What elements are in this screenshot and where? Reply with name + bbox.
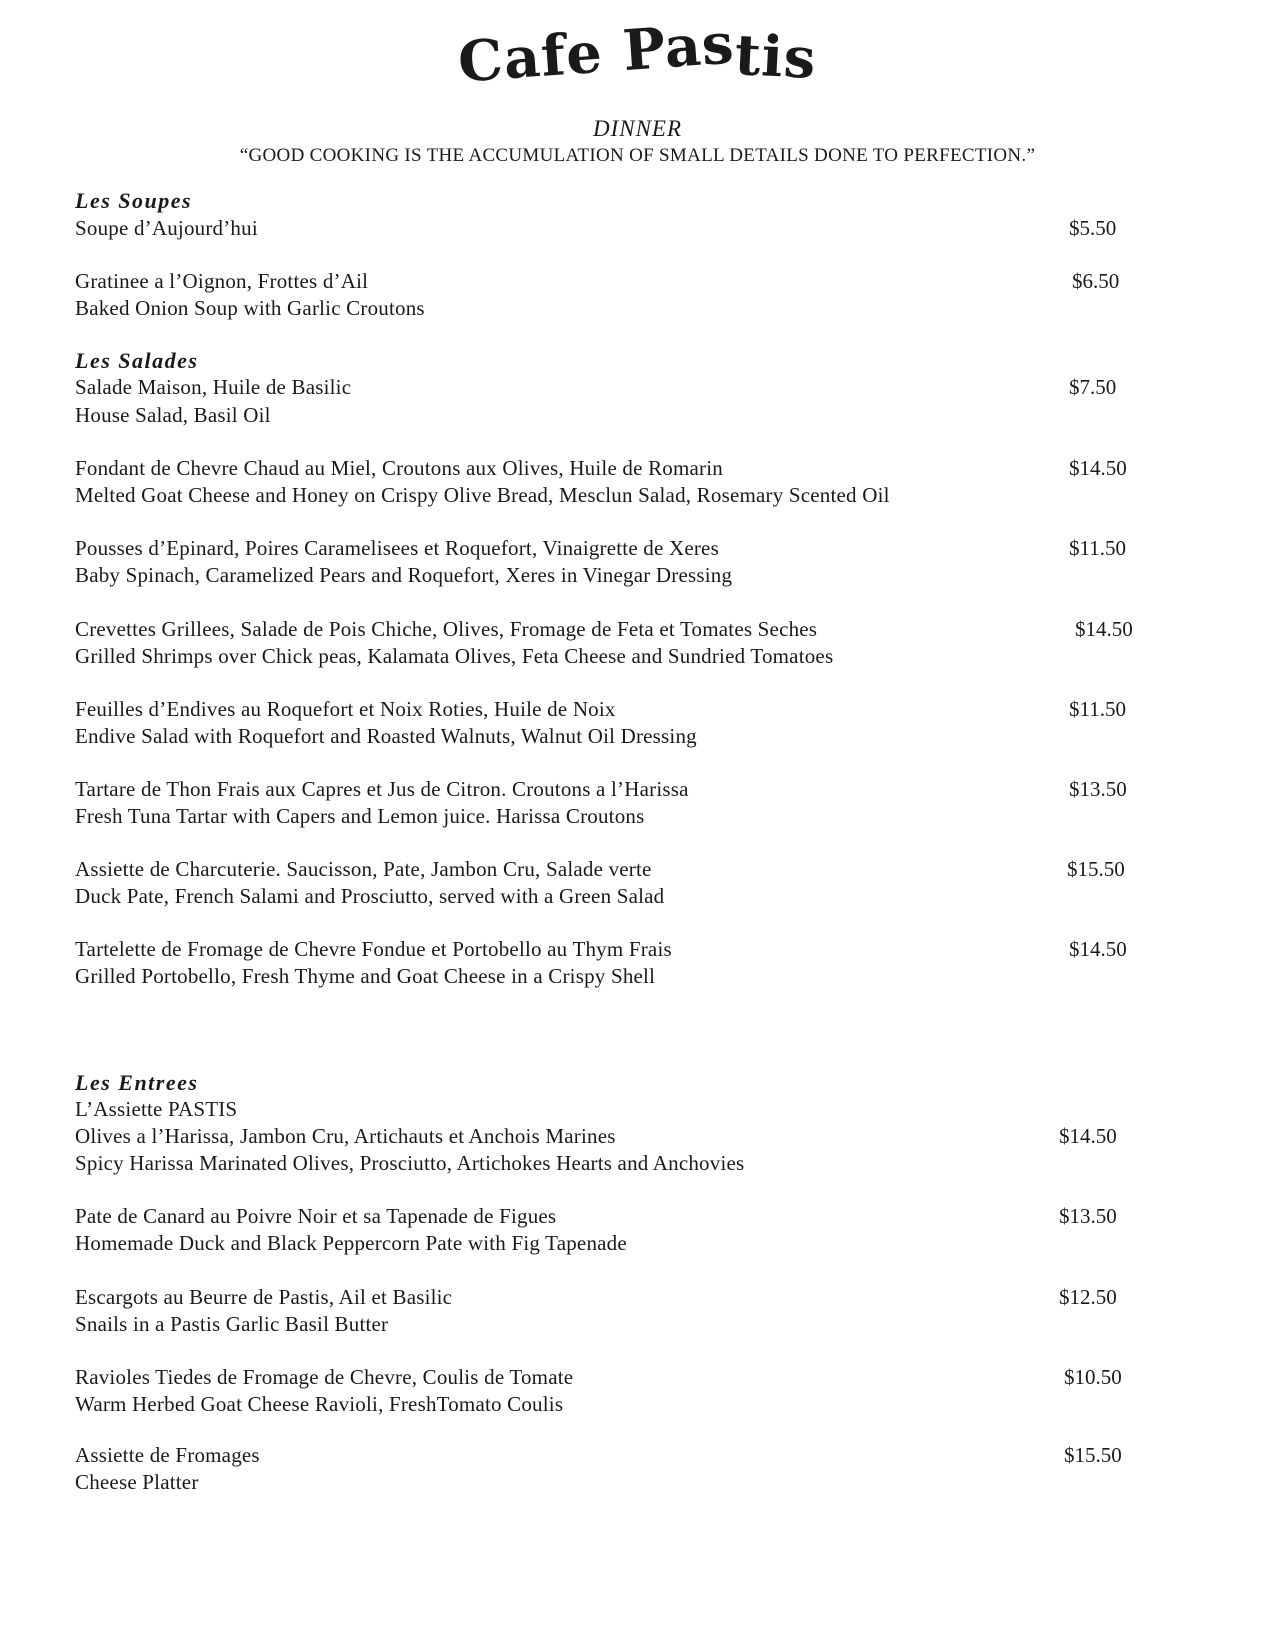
item-french-name: Olives a l’Harissa, Jambon Cru, Artichauts et Anchois Marines <box>75 1124 616 1148</box>
title-part-2: tis <box>733 21 819 93</box>
item-price: $7.50 <box>1069 375 1117 399</box>
item-price: $15.50 <box>1064 1443 1122 1467</box>
item-english-description: Melted Goat Cheese and Honey on Crispy Olive Bread, Mesclun Salad, Rosemary Scented Oil <box>75 483 890 507</box>
item-price: $14.50 <box>1069 937 1127 961</box>
item-price: $10.50 <box>1064 1365 1122 1389</box>
item-price: $11.50 <box>1069 536 1126 560</box>
item-french-name: Tartare de Thon Frais aux Capres et Jus de Citron. Croutons a l’Harissa <box>75 777 689 801</box>
item-english-description: Fresh Tuna Tartar with Capers and Lemon juice. Harissa Croutons <box>75 804 645 828</box>
section-heading-entrees: Les Entrees <box>75 1070 199 1095</box>
item-french-name: Feuilles d’Endives au Roquefort et Noix Roties, Huile de Noix <box>75 697 616 721</box>
item-price: $13.50 <box>1069 777 1127 801</box>
item-french-name: Escargots au Beurre de Pastis, Ail et Basilic <box>75 1285 453 1309</box>
item-price: $14.50 <box>1059 1124 1117 1148</box>
item-english-description: Duck Pate, French Salami and Prosciutto, served with a Green Salad <box>75 884 665 908</box>
item-english-description: Cheese Platter <box>75 1470 199 1494</box>
item-english-description: Snails in a Pastis Garlic Basil Butter <box>75 1312 389 1336</box>
item-french-name: Tartelette de Fromage de Chevre Fondue et Portobello au Thym Frais <box>75 937 672 961</box>
item-english-description: Homemade Duck and Black Peppercorn Pate with Fig Tapenade <box>75 1231 627 1255</box>
item-english-description: Baked Onion Soup with Garlic Croutons <box>75 296 425 320</box>
item-french-name: Pate de Canard au Poivre Noir et sa Tapenade de Figues <box>75 1204 557 1228</box>
item-french-name: Gratinee a l’Oignon, Frottes d’Ail <box>75 269 369 293</box>
item-english-description: Grilled Shrimps over Chick peas, Kalamata Olives, Feta Cheese and Sundried Tomatoes <box>75 644 834 668</box>
item-french-name: Assiette de Fromages <box>75 1443 260 1467</box>
item-price: $14.50 <box>1075 617 1133 641</box>
item-price: $15.50 <box>1067 857 1125 881</box>
menu-quote: “GOOD COOKING IS THE ACCUMULATION OF SMALL DETAILS DONE TO PERFECTION.” <box>239 145 1036 166</box>
item-price: $11.50 <box>1069 697 1126 721</box>
section-heading-salades: Les Salades <box>75 348 199 373</box>
item-english-description: Endive Salad with Roquefort and Roasted Walnuts, Walnut Oil Dressing <box>75 724 697 748</box>
item-english-description: House Salad, Basil Oil <box>75 403 271 427</box>
item-price: $5.50 <box>1069 216 1117 240</box>
item-english-description: Spicy Harissa Marinated Olives, Prosciutto, Artichokes Hearts and Anchovies <box>75 1151 745 1175</box>
section-heading-soupes: Les Soupes <box>75 188 193 213</box>
item-french-name: Crevettes Grillees, Salade de Pois Chiche, Olives, Fromage de Feta et Tomates Seches <box>75 617 818 641</box>
item-english-description: Warm Herbed Goat Cheese Ravioli, FreshTomato Coulis <box>75 1392 564 1416</box>
item-french-name: Pousses d’Epinard, Poires Caramelisees et Roquefort, Vinaigrette de Xeres <box>75 536 719 560</box>
item-french-name: Salade Maison, Huile de Basilic <box>75 375 352 399</box>
title-part-1: Cafe Pas <box>456 10 737 96</box>
item-english-description: Grilled Portobello, Fresh Thyme and Goat Cheese in a Crispy Shell <box>75 964 656 988</box>
item-price: $12.50 <box>1059 1285 1117 1309</box>
item-french-name: Assiette de Charcuterie. Saucisson, Pate, Jambon Cru, Salade verte <box>75 857 652 881</box>
item-name: L’Assiette PASTIS <box>75 1097 238 1121</box>
menu-subtitle: DINNER <box>592 116 683 141</box>
item-price: $6.50 <box>1072 269 1120 293</box>
item-french-name: Soupe d’Aujourd’hui <box>75 216 258 240</box>
item-price: $13.50 <box>1059 1204 1117 1228</box>
restaurant-title <box>0 10 1275 96</box>
item-french-name: Fondant de Chevre Chaud au Miel, Croutons aux Olives, Huile de Romarin <box>75 456 723 480</box>
item-english-description: Baby Spinach, Caramelized Pears and Roquefort, Xeres in Vinegar Dressing <box>75 563 733 587</box>
item-french-name: Ravioles Tiedes de Fromage de Chevre, Coulis de Tomate <box>75 1365 574 1389</box>
item-price: $14.50 <box>1069 456 1127 480</box>
